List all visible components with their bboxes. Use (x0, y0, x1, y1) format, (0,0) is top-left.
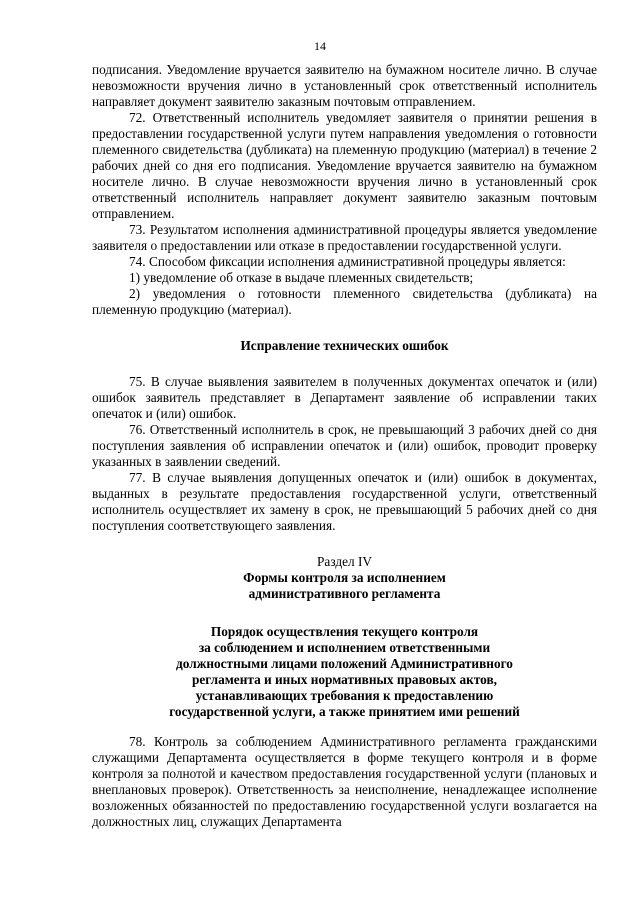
subheading-line-1: Порядок осуществления текущего контроля (210, 624, 479, 639)
paragraph-73: 73. Результатом исполнения административной процедуры является уведомление заявителя о предоставлении или отказе в предоставлении государственной услуги. (92, 222, 597, 253)
subheading-line-3: должностными лицами положений Административного (176, 656, 513, 671)
paragraph-75: 75. В случае выявления заявителем в полученных документах опечаток и (или) ошибок заявитель представляет в Департамент заявление об исправлении таких опечаток и (или) ошибок. (92, 374, 597, 421)
subheading-line-2: за соблюдением и исполнением ответственными (198, 640, 491, 655)
subheading-line-6: государственной услуги, а также принятием ими решений (169, 704, 520, 719)
heading-tech-errors: Исправление технических ошибок (240, 338, 449, 353)
subheading-line-4: регламента и иных нормативных правовых актов, (191, 672, 498, 687)
paragraph-74: 74. Способом фиксации исполнения административной процедуры является: (129, 254, 566, 269)
paragraph-continuation: подписания. Уведомление вручается заявителю на бумажном носителе лично. В случае невозможности вручения лично в установленный срок ответственный исполнитель направляет документ заявителю заказным почтовым отправлением. (92, 62, 597, 109)
paragraph-72: 72. Ответственный исполнитель уведомляет заявителя о принятии решения в предоставлении государственной услуги путем направления уведомления о готовности племенного свидетельства (дубликата) на племенную продукцию (материал) в течение 2 рабочих дней со дня его подписания. Уведомление вручается заявителю на бумажном носителе лично. В случае невозможности вручения лично в установленный срок ответственный исполнитель направляет документ заявителю заказным почтовым отправлением. (92, 110, 597, 221)
section-title-line-1: Формы контроля за исполнением (243, 570, 446, 585)
paragraph-76: 76. Ответственный исполнитель в срок, не превышающий 3 рабочих дней со дня поступления заявления об исправлении опечаток и (или) ошибок, проводит проверку указанных в заявлении сведений. (92, 422, 597, 469)
paragraph-77: 77. В случае выявления допущенных опечаток и (или) ошибок в документах, выданных в результате предоставления государственной услуги, ответственный исполнитель осуществляет их замену в срок, не превышающий 5 рабочих дней со дня поступления соответствующего заявления. (92, 470, 597, 533)
page-number: 14 (314, 39, 326, 53)
document-body (92, 62, 597, 830)
paragraph-78: 78. Контроль за соблюдением Административного регламента гражданскими служащими Департамента осуществляется в форме текущего контроля и в форме контроля за полнотой и качеством предоставления государственной услуги (плановых и внеплановых проверок). Ответственность за неисполнение, ненадлежащее исполнение возложенных обязанностей по предоставлению государственной услуги возлагается на должностных лиц, служащих Департамента (92, 734, 597, 829)
section-title-line-2: административного регламента (248, 586, 441, 601)
section-label: Раздел IV (317, 554, 372, 569)
paragraph-74-item-1: 1) уведомление об отказе в выдаче племенных свидетельств; (129, 270, 474, 285)
paragraph-74-item-2: 2) уведомления о готовности племенного свидетельства (дубликата) на племенную продукцию (материал). (92, 286, 597, 317)
subheading-line-5: устанавливающих требования к предоставлению (195, 688, 494, 703)
